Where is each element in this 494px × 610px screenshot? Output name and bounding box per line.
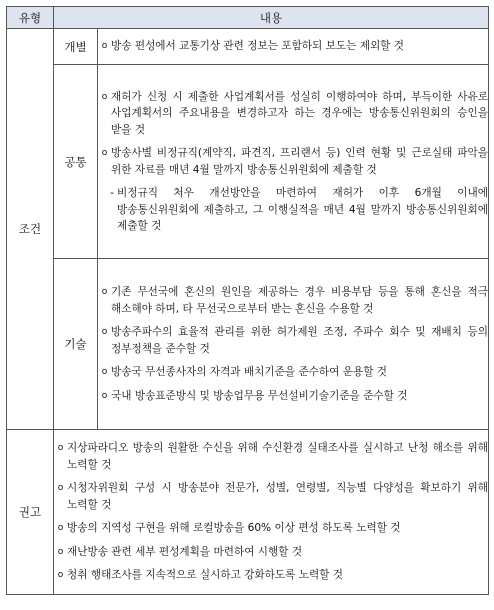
recommendations-content: [54, 430, 489, 595]
category-recommendations: 권고: [7, 430, 54, 595]
list-item: [98, 284, 488, 317]
list-item: [98, 324, 488, 357]
bullet-marker: o: [101, 41, 108, 52]
row-common: [7, 65, 489, 259]
item-text: 지상파라디오 방송의 원활한 수신을 위해 수신환경 실태조사를 실시하고 난청 해소를 위해 노력할 것: [67, 442, 488, 471]
list-subitem: [98, 185, 488, 235]
item-text: 방송사별 비정규직(계약직, 파견직, 프리랜서 등) 인력 현황 및 근로실태 파악을 위한 자료를 매년 4월 말까지 방송통신위원회에 제출할 것: [111, 147, 488, 176]
item-text: 재허가 신청 시 제출한 사업계획서를 성실히 이행하여야 하며, 부득이한 사유로 사업계획서의 주요내용을 변경하고자 하는 경우에는 방송통신위원회의 승인을 받을 것: [111, 90, 488, 136]
row-technical: [7, 259, 489, 430]
item-text: 시청자위원회 구성 시 방송분야 전문가, 성별, 연령별, 직능별 다양성을 확보하기 위해 노력할 것: [67, 482, 488, 511]
bullet-marker: o: [101, 390, 108, 401]
bullet-marker: o: [57, 443, 64, 454]
item-text: 방송의 지역성 구현을 위해 로컬방송을 60% 이상 편성 하도록 노력할 것: [67, 522, 401, 535]
subcategory-technical: 기술: [54, 259, 98, 430]
bullet-marker: o: [57, 570, 64, 581]
bullet-marker: o: [57, 523, 64, 534]
bullet-marker: o: [101, 367, 108, 377]
bullet-marker: o: [101, 287, 108, 297]
list-item: [54, 520, 488, 537]
bullet-marker: o: [101, 148, 108, 158]
bullet-marker: o: [57, 546, 64, 557]
bullet-marker: o: [57, 483, 64, 494]
header-content: 내용: [54, 7, 489, 29]
item-text: 국내 방송표준방식 및 방송업무용 무선설비기술기준을 준수할 것: [111, 389, 408, 402]
item-text: 재난방송 관련 세부 편성계획을 마련하여 시행할 것: [67, 545, 303, 558]
item-text: 방송 편성에서 교통기상 관련 정보는 포함하되 보도는 제외할 것: [111, 40, 405, 53]
subcategory-common: 공통: [54, 65, 98, 259]
list-item: [98, 388, 488, 405]
header-row: [7, 7, 489, 29]
row-recommendations: [7, 430, 489, 595]
bullet-marker: o: [101, 327, 108, 337]
item-text: 방송주파수의 효율적 관리를 위한 허가제원 조정, 주파수 회수 및 재배치 등의 정부정책을 준수할 것: [111, 326, 488, 355]
category-conditions: 조건: [7, 29, 54, 430]
list-item: [54, 567, 488, 584]
row-individual: [7, 29, 489, 65]
subitem-text: 비정규직 처우 개선방안을 마련하여 재허가 이후 6개월 이내에 방송통신위원회에 제출하고, 그 이행실적을 매년 4월 말까지 방송통신위원회에 제출할 것: [117, 187, 488, 232]
list-item: [54, 440, 488, 473]
common-content: [98, 65, 489, 259]
subcategory-individual: 개별: [54, 29, 98, 65]
technical-content: [98, 259, 489, 430]
list-item: [54, 544, 488, 561]
list-item: [54, 480, 488, 513]
header-type: 유형: [7, 7, 54, 29]
dash-marker: -: [110, 187, 114, 199]
conditions-table: [6, 6, 489, 595]
individual-content: [98, 29, 489, 65]
list-item: [98, 89, 488, 139]
bullet-marker: o: [101, 91, 108, 102]
list-item: [98, 364, 488, 381]
item-text: 청취 행태조사를 지속적으로 실시하고 강화하도록 노력할 것: [67, 569, 344, 582]
list-item: [98, 145, 488, 178]
item-text: 기존 무선국에 혼신의 원인을 제공하는 경우 비용부담 등을 통해 혼신을 적극 해소해야 하며, 타 무선국으로부터 받는 혼신을 수용할 것: [111, 286, 488, 315]
list-item: [98, 38, 488, 55]
item-text: 방송국 무선종사자의 자격과 배치기준을 준수하여 운용할 것: [111, 366, 388, 378]
